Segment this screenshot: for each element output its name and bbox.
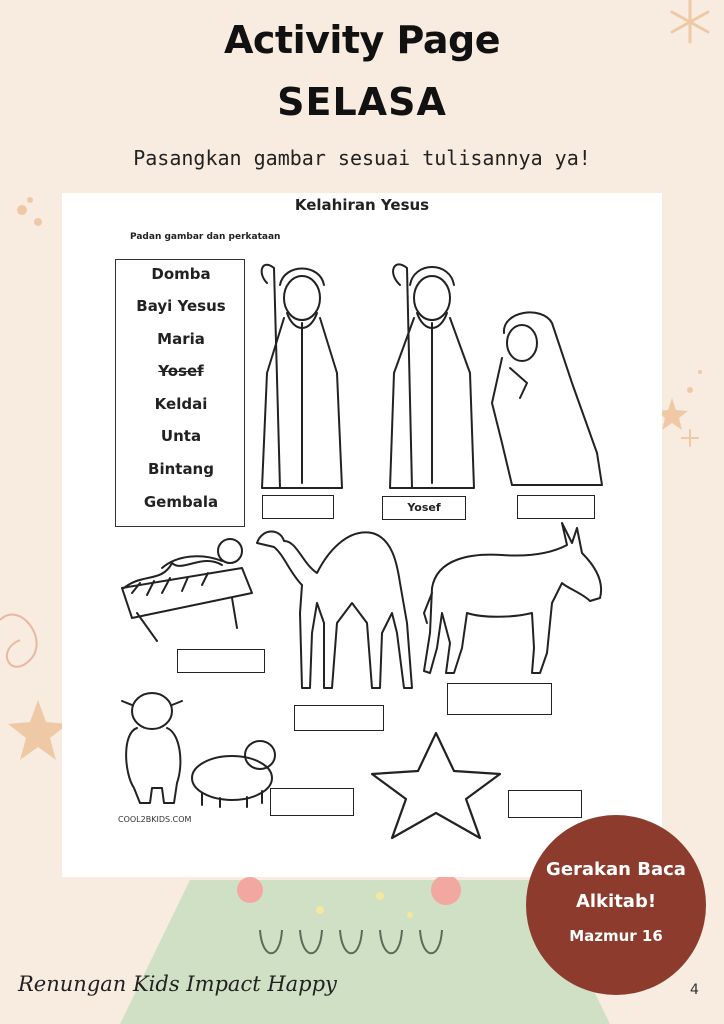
word-item: Bayi Yesus <box>136 297 226 315</box>
answer-box[interactable] <box>270 788 354 816</box>
worksheet-credit: COOL2BKIDS.COM <box>118 815 192 824</box>
page-number: 4 <box>690 982 699 998</box>
star-drawing <box>372 733 500 838</box>
answer-box[interactable] <box>177 649 265 673</box>
answer-box[interactable] <box>517 495 595 519</box>
camel-drawing <box>257 531 412 688</box>
answer-box[interactable] <box>508 790 582 818</box>
worksheet <box>62 193 662 877</box>
word-item-crossed: Yosef <box>158 362 204 380</box>
joseph-drawing <box>390 264 474 488</box>
snowflake-small-icon <box>682 430 698 446</box>
worksheet-subtitle: Padan gambar dan perkataan <box>130 232 281 242</box>
sheep-drawing <box>122 693 275 807</box>
dots-decoration <box>17 197 42 226</box>
word-item: Bintang <box>148 460 214 478</box>
badge-scripture: Mazmur 16 <box>569 927 663 945</box>
answer-box[interactable] <box>447 683 552 715</box>
baby-jesus-drawing <box>122 539 252 641</box>
shepherd-drawing <box>262 265 342 488</box>
word-item: Domba <box>151 265 211 283</box>
answer-box[interactable] <box>262 495 334 519</box>
footer-brand: Renungan Kids Impact Happy <box>18 972 337 996</box>
word-item: Unta <box>160 427 202 445</box>
tree-ornament <box>237 877 263 903</box>
tree-ornament <box>431 875 461 905</box>
answer-box-filled[interactable]: Yosef <box>382 496 466 520</box>
reading-badge <box>526 815 706 995</box>
mary-drawing <box>492 312 602 485</box>
word-item: Keldai <box>154 395 208 413</box>
swirl-decoration <box>0 615 37 667</box>
page-title: Activity Page <box>223 18 501 62</box>
word-item: Gembala <box>143 493 219 511</box>
instruction-text: Pasangkan gambar sesuai tulisannya ya! <box>133 146 591 170</box>
badge-line-2: Alkitab! <box>575 891 657 912</box>
word-item: Maria <box>157 330 205 348</box>
worksheet-title: Kelahiran Yesus <box>294 196 430 214</box>
star-decoration <box>8 700 68 760</box>
badge-line-1: Gerakan Baca <box>546 859 686 880</box>
donkey-drawing <box>424 523 601 673</box>
day-title: SELASA <box>277 80 447 124</box>
answer-box[interactable] <box>294 705 384 731</box>
illustrations <box>62 193 662 877</box>
